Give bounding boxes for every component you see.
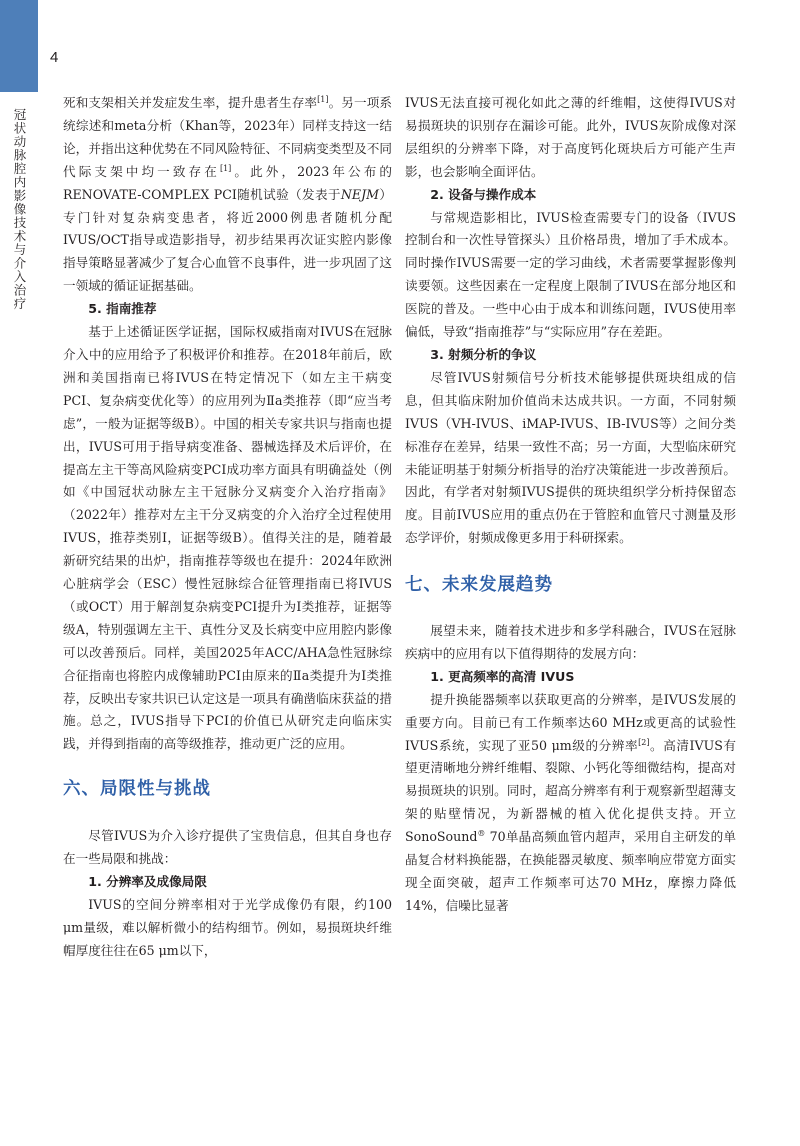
side-tab-block: [0, 0, 38, 92]
paragraph: 尽管IVUS射频信号分析技术能够提供斑块组成的信息，但其临床附加价值尚未达成共识。一方面，不同射频IVUS（VH-IVUS、iMAP-IVUS、IB-IVUS等）之间分类标准存在差异，结果一致性不高；另一方面，大型临床研究未能证明基于射频分析指导的治疗决策能进一步改善预后。因此，有学者对射频IVUS提供的斑块组织学分析持保留态度。目前IVUS应用的重点仍在于管腔和血管尺寸测量及形态学评价，射频成像更多用于科研探索。: [405, 369, 736, 546]
paragraph: 提升换能器频率以获取更高的分辨率，是IVUS发展的重要方向。目前已有工作频率达60 MHz或更高的试验性IVUS系统，实现了亚50 μm级的分辨率[2]。高清IVUS有望更清晰地分辨纤维帽、裂隙、小钙化等细微结构，提高对易损斑块的识别。同时，超高分辨率有利于观察新型超薄支架的贴壁情况，为新器械的植入优化提供支持。开立SonoSound® 70单晶高频血管内超声，采用自主研发的单晶复合材料换能器，在换能器灵敏度、频率响应带宽方面实现全面突破，超声工作频率可达70 MHz，摩擦力降低14%，信噪比显著: [405, 691, 736, 913]
paragraph: IVUS的空间分辨率相对于光学成像仍有限，约100 μm量级，难以解析微小的结构细节。例如，易损斑块纤维帽厚度往往在65 μm以下，: [63, 896, 392, 958]
citation-ref: [2]: [638, 737, 650, 747]
right-column: [405, 92, 736, 918]
subheading-guideline: 5. 指南推荐: [88, 301, 157, 317]
registered-mark: ®: [477, 829, 486, 838]
paragraph: 展望未来，随着技术进步和多学科融合，IVUS在冠脉疾病中的应用有以下值得期待的发展方向：: [405, 623, 736, 661]
paragraph: 死和支架相关并发症发生率，提升患者生存率[1]。另一项系统综述和meta分析（Khan等，2023年）同样支持这一结论，并指出这种优势在不同风险特征、不同病变类型及不同代际支架中均一致存在[1]。此外，2023年公布的RENOVATE-COMPLEX PCI随机试验（发表于NEJM）专门针对复杂病变患者，将近2000例患者随机分配IVUS/OCT指导或造影指导，初步结果再次证实腔内影像指导策略显著减少了复合心血管不良事件，进一步巩固了这一领域的循证证据基础。: [63, 94, 393, 294]
running-side-title: 冠状动脉腔内影像技术与介入治疗: [12, 108, 27, 311]
paragraph: 基于上述循证医学证据，国际权威指南对IVUS在冠脉介入中的应用给予了积极评价和推荐。在2018年前后，欧洲和美国指南已将IVUS在特定情况下（如左主干病变PCI、复杂病变优化等）的应用列为Ⅱa类推荐（即“应当考虑”，一般为证据等级B）。中国的相关专家共识与指南也提出，IVUS可用于指导病变准备、器械选择及术后评价，在提高左主干等高风险病变PCI成功率方面具有明确益处（例如《中国冠状动脉左主干冠脉分叉病变介入治疗指南》（2022年）推荐对左主干分叉病变的介入治疗全过程使用IVUS，推荐类别Ⅰ，证据等级B）。值得关注的是，随着最新研究结果的出炉，指南推荐等级也在提升：2024年欧洲心脏病学会（ESC）慢性冠脉综合征管理指南已将IVUS（或OCT）用于解剖复杂病变PCI提升为Ⅰ类推荐，证据等级A，特别强调左主干、真性分叉及长病变中应用腔内影像可以改善预后。同样，美国2025年ACC/AHA急性冠脉综合征指南也将腔内成像辅助PCI由原来的Ⅱa类提升为Ⅰ类推荐，反映出专家共识已认定这是一项具有确凿临床获益的措施。总之，IVUS指导下PCI的价值已从研究走向临床实践，并得到指南的高等级推荐，推动更广泛的应用。: [63, 324, 392, 752]
subheading-high-frequency: 1. 更高频率的高清 IVUS: [430, 668, 575, 684]
left-column: [63, 92, 392, 963]
subheading-rf-analysis: 3. 射频分析的争议: [430, 346, 537, 362]
subheading-cost: 2. 设备与操作成本: [430, 186, 537, 202]
section-heading-limitations: 六、局限性与挑战: [63, 779, 211, 800]
paragraph: IVUS无法直接可视化如此之薄的纤维帽，这使得IVUS对易损斑块的识别存在漏诊可能。此外，IVUS灰阶成像对深层组织的分辨率下降，对于高度钙化斑块后方可能产生声影，也会影响全面评估。: [405, 95, 736, 179]
paragraph: 尽管IVUS为介入诊疗提供了宝贵信息，但其自身也存在一些局限和挑战：: [63, 828, 392, 867]
citation-ref: [1]: [317, 94, 329, 104]
paragraph: 与常规造影相比，IVUS检查需要专门的设备（IVUS控制台和一次性导管探头）且价格昂贵，增加了手术成本。同时操作IVUS需要一定的学习曲线，术者需要掌握影像判读要领。这些因素在一定程度上限制了IVUS在部分地区和医院的普及。一些中心由于成本和训练问题，IVUS使用率偏低，导致“指南推荐”与“实际应用”存在差距。: [405, 209, 736, 340]
page-number: 4: [50, 49, 59, 66]
citation-ref: [1]: [219, 163, 232, 173]
section-heading-future: 七、未来发展趋势: [405, 575, 553, 596]
subheading-resolution: 1. 分辨率及成像局限: [88, 874, 207, 889]
